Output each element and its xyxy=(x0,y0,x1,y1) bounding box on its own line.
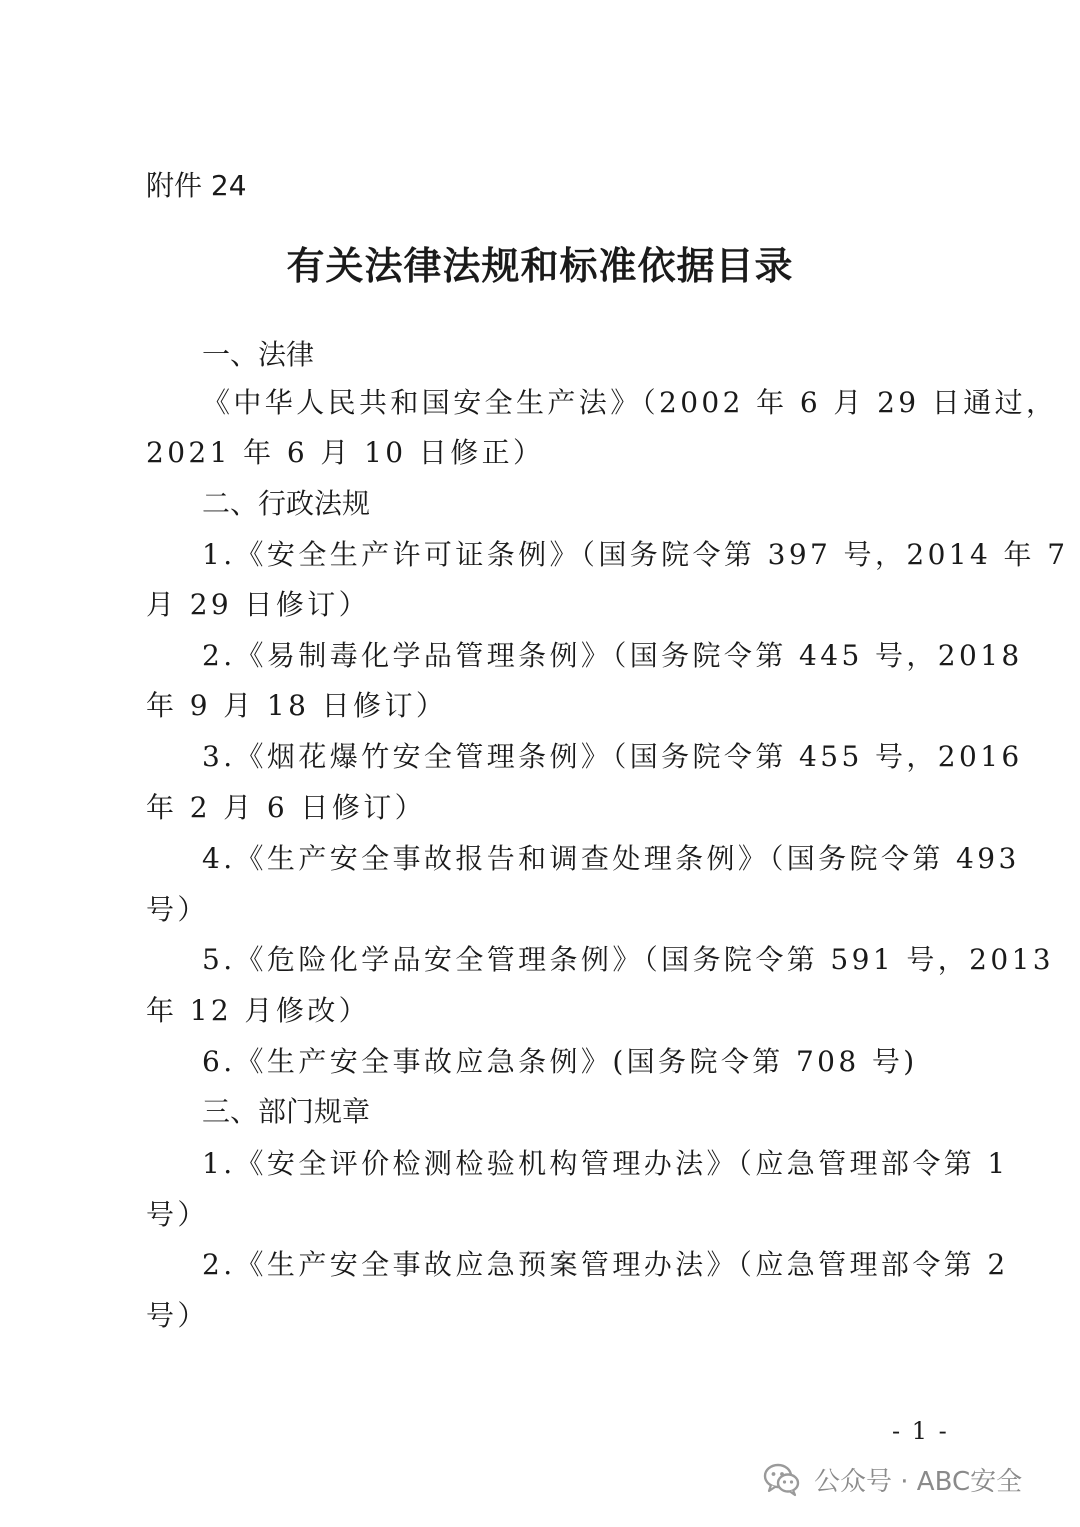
regulation-5-line-2: 年 12 月修改） xyxy=(146,994,371,1027)
watermark xyxy=(762,1459,1022,1499)
rule-2-line-1: 2.《生产安全事故应急预案管理办法》（应急管理部令第 2 xyxy=(202,1248,1009,1281)
regulation-1-line-1: 1.《安全生产许可证条例》（国务院令第 397 号，2014 年 7 xyxy=(202,538,1069,571)
page-number: - 1 - xyxy=(892,1417,949,1445)
document-title: 有关法律法规和标准依据目录 xyxy=(286,244,794,288)
rule-1-line-2: 号） xyxy=(146,1198,209,1231)
regulation-5-line-1: 5.《危险化学品安全管理条例》（国务院令第 591 号，2013 xyxy=(202,943,1055,976)
section-heading-law: 一、法律 xyxy=(202,338,315,371)
section-heading-rules: 三、部门规章 xyxy=(202,1095,371,1128)
regulation-2-line-1: 2.《易制毒化学品管理条例》（国务院令第 445 号，2018 xyxy=(202,639,1023,672)
section-heading-regulations: 二、行政法规 xyxy=(202,487,371,520)
rule-1-line-1: 1.《安全评价检测检验机构管理办法》（应急管理部令第 1 xyxy=(202,1147,1009,1180)
regulation-2-line-2: 年 9 月 18 日修订） xyxy=(146,689,448,722)
law-line-2: 2021 年 6 月 10 日修正） xyxy=(146,436,545,469)
watermark-text: 公众号 · ABC安全 xyxy=(814,1466,1023,1497)
regulation-4-line-2: 号） xyxy=(146,893,209,926)
attachment-label: 附件 24 xyxy=(146,169,247,202)
regulation-3-line-2: 年 2 月 6 日修订） xyxy=(146,791,427,824)
regulation-6-line-1: 6.《生产安全事故应急条例》(国务院令第 708 号) xyxy=(202,1045,918,1078)
law-line-1: 《中华人民共和国安全生产法》（2002 年 6 月 29 日通过， xyxy=(202,386,1058,419)
regulation-3-line-1: 3.《烟花爆竹安全管理条例》（国务院令第 455 号，2016 xyxy=(202,740,1023,773)
rule-2-line-2: 号） xyxy=(146,1299,209,1332)
regulation-4-line-1: 4.《生产安全事故报告和调查处理条例》（国务院令第 493 xyxy=(202,842,1020,875)
regulation-1-line-2: 月 29 日修订） xyxy=(146,588,371,621)
wechat-icon xyxy=(762,1459,802,1499)
